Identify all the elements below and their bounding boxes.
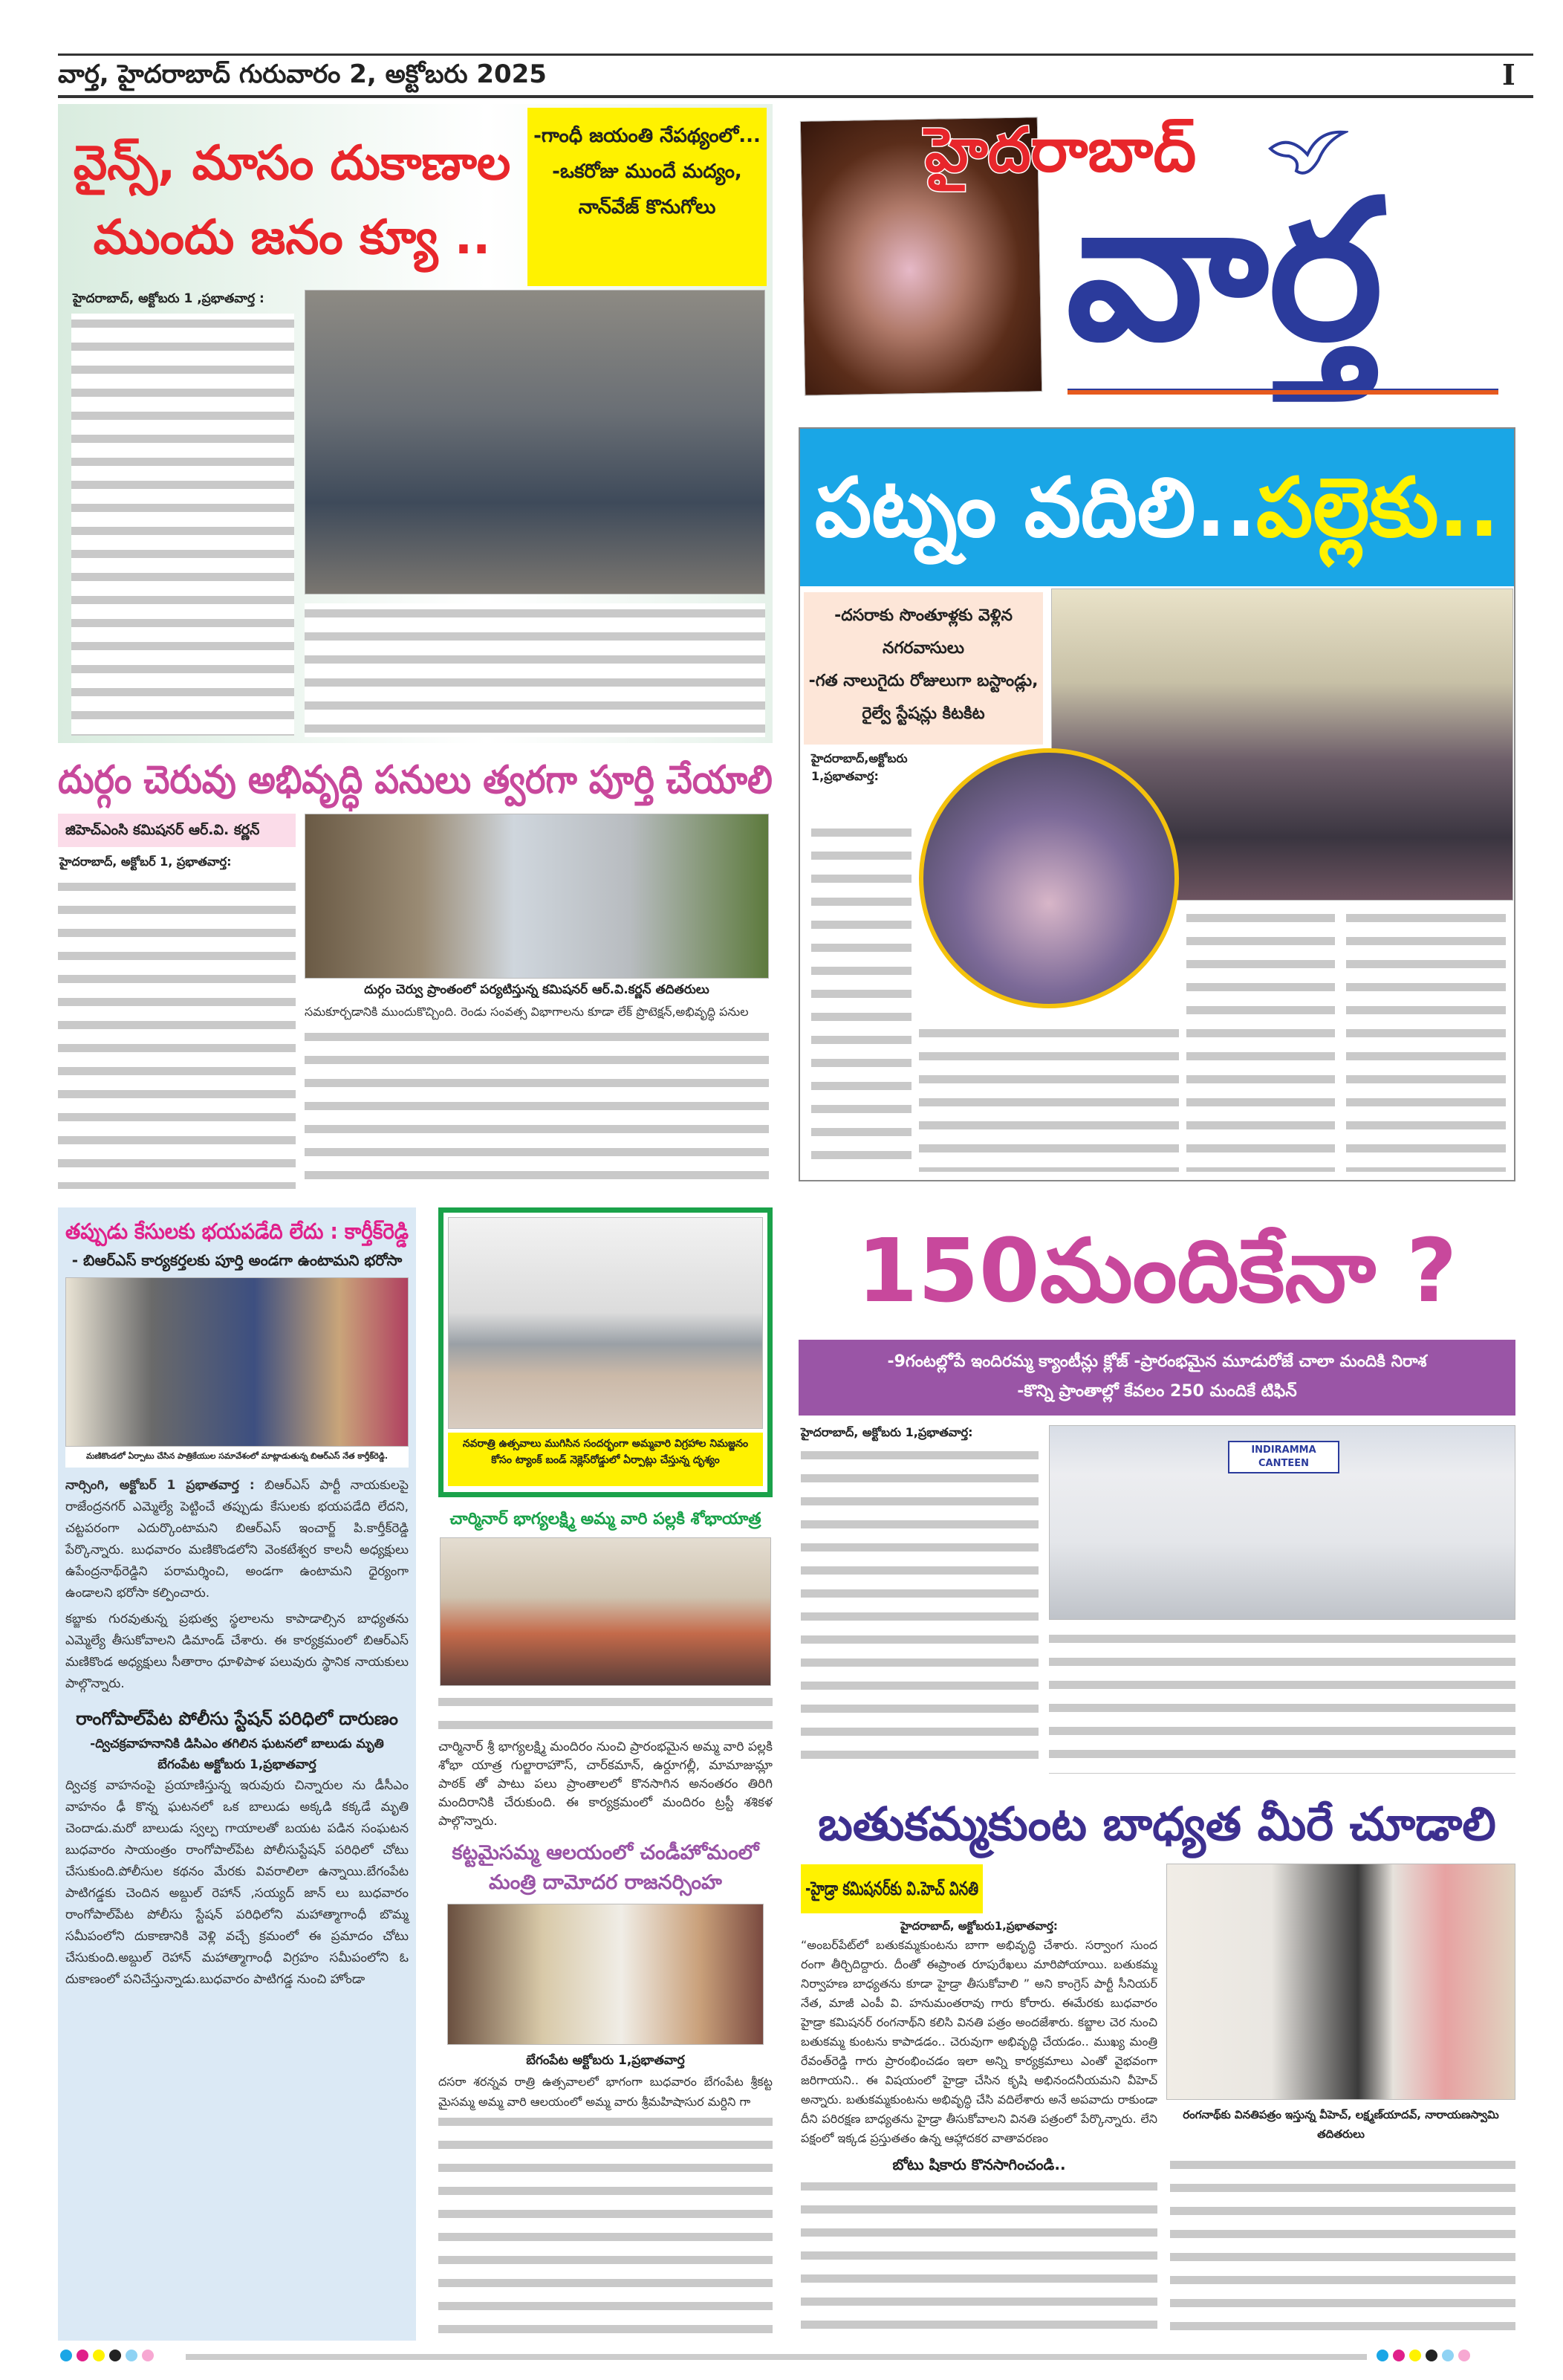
wines-queue-photo <box>305 290 765 594</box>
durgam-inspection-photo <box>305 814 769 979</box>
accident-body: ద్విచక్ర వాహనంపై ప్రయాణిస్తున్న ఇరువురు చిన్నారుల ను డీసీఎం వాహనం ఢీ కొన్న ఘటనలో ఒక బాలుడు అక్కడి కక్కడే మృతి చెందాడు.మరో బాలుడు స్వల్ప గాయాలతో బయట పడిన సంఘటన బుధవారం సాయంత్రం రాంగోపాల్‌పేట పోలీసుస్టేషన్ పరిధిలో చోటు చేసుకుంది.పోలీసుల కథనం మేరకు వివరాలిలా ఉన్నాయి.బేగంపేట పాటిగడ్డకు చెందిన అబ్దుల్ రెహాన్ ,సయ్యద్ జాన్ లు బుధవారం రాంగోపాల్‌పేట పోలీసు స్టేషన్ పరిధిలోని మహాత్మాగాంధీ బొమ్మ సమీపంలోని దుకాణానికి వెళ్లి వచ్చే క్రమంలో ఈ ప్రమాదం చోటు చేసుకుంది.అబ్దుల్ రెహాన్ మహాత్మాగాంధీ విగ్రహం సమీపంలోని ఓ దుకాణంలో పనిచేస్తున్నాడు.బుధవారం పాటిగడ్డ నుంచి హోండా <box>65 1778 409 1987</box>
karthik-story <box>58 1207 416 2341</box>
canteen-sign: INDIRAMMA CANTEEN <box>1228 1441 1339 1473</box>
wines-headline-line2: ముందు జనం క్యూ .. <box>93 210 491 265</box>
patnam-subpoint: -దసరాకు సొంతూళ్లకు వెళ్లిన నగరవాసులు <box>834 606 1013 658</box>
page-dateline-box <box>58 59 1395 95</box>
bathukamma-body: “అంబర్‌పేట్‌లో బతుకమ్మకుంటను బాగా అభివృద్ధి చేశారు. సర్వాంగ సుంద రంగా తీర్చిదిద్దారు. దీంతో ఈప్రాంత రూపురేఖలు మారిపోయాయి. బతుకమ్మ నిర్వాహణ బాధ్యతను కూడా హైడ్రా తీసుకోవాలి ” అని కాంగ్రెస్ పార్టీ సీనియర్ నేత, మాజీ ఎంపీ వి. హనుమంతరావు గారు కోరారు. ఈమేరకు బుధవారం హైడ్రా కమిషనర్ రంగనాథ్‌ని కలిసి వినతి పత్రం అందజేశారు. కబ్జాల చెర నుంచి బతుకమ్మ కుంటను కాపాడడం.. చెరువుగా అభివృద్ధి చేయడం.. ముఖ్య మంత్రి రేవంత్‌రెడ్డి గారు ప్రారంభించడం ఇలా అన్ని కార్యక్రమాలు ఎంతో వైభవంగా జరిగాయని.. ఈ విషయంలో హైడ్రా చేసిన కృషి అభినందనీయమని వీహెచ్ అన్నారు. బతుకమ్మకుంటను అభివృద్ధి చేసి వదిలేశారు అనే అపవాదు రాకుండా దీని పరిరక్షణ బాధ్యతను హైడ్రా తీసుకోవాలని వినతి పత్రంలో పేర్కొన్నారు. లేని పక్షంలో ఇక్కడ ప్రస్తుతతం ఉన్న ఆహ్లాదకర వాతావరణం <box>801 1938 1157 2145</box>
bathukamma-body-more <box>801 2176 1157 2341</box>
footer-rule <box>186 2354 1367 2360</box>
bathukamma-headline-box <box>799 1794 1515 1854</box>
karthik-closing: కబ్జాకు గురవుతున్న ప్రభుత్వ స్థలాలను కాపాడాల్సిన బాధ్యతను ఎమ్మెల్యే తీసుకోవాలని డిమాండ్ చేశారు. ఈ కార్యక్రమంలో బిఆర్ఎస్ మణికొండ అధ్యక్షులు సీతారాం ధూళిపాళ పలువురు స్థానిక నాయకులు పాల్గొన్నారు. <box>65 1612 409 1691</box>
bathukamma-subhead: -హైడ్రా కమిషనర్‌కు వి.హెచ్ వినతి <box>805 1878 979 1899</box>
canteen-subpoint: -9గంటల్లోపే ఇందిరమ్మ క్యాంటీన్లు క్లోజ్ -ప్రారంభమైన మూడురోజే చాలా మందికి నిరాశ <box>887 1352 1427 1371</box>
canteen-headline-box <box>799 1215 1515 1326</box>
bathukamma-subsection: బోటు షికారు కొనసాగించండి.. <box>892 2156 1066 2173</box>
charminar-headline: చార్మినార్ భాగ్యలక్ష్మి అమ్మ వారి పల్లకి శోభాయాత్ర <box>449 1510 761 1528</box>
bathukamma-dateline: హైదరాబాద్, అక్టోబరు1,ప్రభాతవార్త: <box>900 1919 1058 1933</box>
color-registration-marks-right <box>1374 2350 1472 2364</box>
charminar-body-top <box>438 1692 773 1738</box>
bathukamma-headline: బతుకమ్మకుంట బాధ్యత మీరే చూడాలి <box>818 1797 1496 1851</box>
wines-story <box>58 104 773 743</box>
patnam-dateline: హైదరాబాద్,అక్టోబరు 1,ప్రభాతవార్త: <box>811 751 908 783</box>
canteen-subpoints-band <box>799 1340 1515 1416</box>
durgam-subhead: జిహెచ్ఎంసి కమిషనర్ ఆర్.వి. కర్ణన్ <box>65 822 260 838</box>
bathukamma-body-col2 <box>1170 2155 1515 2333</box>
bathukamma-photo-caption: రంగనాథ్‌కు వినతిపత్రం ఇస్తున్న వీహెచ్, లక్ష్మణ్‌యాదవ్, నారాయణస్వామి తదితరులు <box>1183 2108 1499 2141</box>
kattamaisamma-headline <box>438 1838 773 1898</box>
karthik-headline: తప్పుడు కేసులకు భయపడేది లేదు : కార్తీక్‌రెడ్డి <box>65 1219 409 1244</box>
karthik-photo-caption: మణికొండలో ఏర్పాటు చేసిన పాత్రికేయుల సమావేశంలో మాట్లాడుతున్న బిఆర్ఎస్ నేత కార్తీక్‌రెడ్డి. <box>85 1451 389 1461</box>
press-meet-photo <box>65 1277 409 1447</box>
tankbund-cranes-photo <box>448 1217 763 1429</box>
durgam-dateline: హైదరాబాద్, అక్టోబర్ 1, ప్రభాతవార్త: <box>59 855 232 869</box>
kattamaisamma-dateline: బేగంపేట అక్టోబరు 1,ప్రభాతవార్త <box>526 2053 685 2068</box>
patnam-headline <box>815 429 1499 586</box>
karthik-body-text: బిఆర్ఎస్ పార్టీ నాయకులపై రాజేంద్రనగర్ ఎమ్మెల్యే పెట్టించే తప్పుడు కేసులకు భయపడేది లేదని, చట్టపరంగా ఎదుర్కొంటామని బిఆర్ఎస్ ఇంచార్జ్ పి.కార్తీక్‌రెడ్డి పేర్కొన్నారు. బుధవారం మణికొండలోని వెంకటేశ్వర కాలనీ అధ్యక్షులు ఉపేంద్రనాథ్‌రెడ్డిని పరామర్శించి, అండగా ఉంటామని ధైర్యంగా ఉండాలని భరోసా కల్పించారు. <box>65 1478 409 1601</box>
canteen-body-cols <box>1049 1629 1515 1774</box>
canteen-dateline-box <box>801 1425 1039 1442</box>
patnam-subpoints-box <box>804 592 1043 745</box>
train-station-circle-photo <box>919 748 1179 1008</box>
durgam-snippet-box <box>305 1005 769 1022</box>
masthead-city: హైదరాబాద్ <box>925 115 1197 186</box>
masthead-title: వార్త <box>1066 159 1383 383</box>
durgam-headline-box <box>58 754 773 806</box>
wines-subpoint: -గాంధీ జయంతి నేపథ్యంలో... <box>533 125 761 147</box>
wines-body-cols <box>305 603 765 737</box>
page-dateline: వార్త, హైదరాబాద్ గురువారం 2, అక్టోబరు 2025 <box>58 59 547 89</box>
durgam-body-snippet: సమకూర్చడానికి ముందుకొచ్చింది. రెండు సంవత్స విభాగాలను కూడా లేక్ ప్రొటెక్షన్,అభివృద్ధి పనుల <box>305 1005 749 1019</box>
masthead-underline <box>1068 389 1498 395</box>
masthead <box>799 108 1515 405</box>
durgam-caption-box <box>305 982 769 1000</box>
color-registration-marks-left <box>58 2350 156 2364</box>
chandi-homam-photo <box>447 1904 764 2045</box>
durgam-headline: దుర్గం చెరువు అభివృద్ధి పనులు త్వరగా పూర్తి చేయాలి <box>58 758 773 802</box>
patnam-body-col1b <box>919 1023 1179 1172</box>
kattamaisamma-headline-line2: మంత్రి దామోదర రాజనర్సింహ <box>489 1871 722 1894</box>
canteen-headline: 150మందికేనా ? <box>857 1219 1458 1322</box>
patnam-body-col1 <box>811 823 912 1172</box>
patnam-headline-white: పట్నం వదిలి.. <box>815 460 1257 555</box>
accident-subhead: -ద్విచక్రవాహనానికి డిసిఎం తగిలిన ఘటనలో బాలుడు మృతి <box>90 1737 384 1751</box>
karthik-subhead: - బిఆర్ఎస్ కార్యకర్తలకు పూర్తి అండగా ఉంటామని భరోసా <box>71 1251 403 1269</box>
accident-dateline: బేగంపేట అక్టోబరు 1,ప్రభాతవార్త <box>157 1757 316 1772</box>
page-number: I <box>1502 58 1515 91</box>
charminar-body: చార్మినార్ శ్రీ భాగ్యలక్ష్మి మందిరం నుంచి ప్రారంభమైన అమ్మ వారి పల్లకి శోభా యాత్ర గుల్జారాహౌస్, చార్‌కమాన్, ఉర్దూగల్లీ, మామాజుమ్లా పాఠక్ తో పాటు పలు ప్రాంతాలలో కొనసాగిన అనంతరం తిరిగి మందిరానికి చేరుకుంది. ఈ కార్యక్రమంలో మందిరం ట్రస్టీ శశికళ పాల్గొన్నారు. <box>438 1739 773 1829</box>
canteen-body-col1 <box>801 1445 1039 1772</box>
vh-memorandum-photo <box>1166 1864 1515 2100</box>
patnam-headline-band <box>800 429 1514 586</box>
patnam-body-col3 <box>1346 908 1506 1172</box>
indiramma-canteen-photo <box>1049 1425 1515 1620</box>
patnam-headline-yellow: పల్లెకు.. <box>1256 460 1500 555</box>
canteen-dateline: హైదరాబాద్, అక్టోబరు 1,ప్రభాతవార్త: <box>801 1425 973 1439</box>
wines-dateline-box <box>73 291 296 309</box>
karthik-dateline: నార్సింగి, అక్టోబర్ 1 ప్రభాతవార్త : <box>65 1478 255 1493</box>
durgam-dateline-box <box>59 855 296 872</box>
canteen-subpoint: -కొన్ని ప్రాంతాల్లో కేవలం 250 మందికే టిఫిన్ <box>1017 1382 1297 1401</box>
wines-dateline: హైదరాబాద్, అక్టోబరు 1 ,ప్రభాతవార్త : <box>73 291 264 306</box>
wines-subpoints-box <box>527 108 767 286</box>
durgam-body-col1 <box>58 877 296 1189</box>
patnam-story <box>799 427 1515 1181</box>
kattamaisamma-headline-line1: కట్టమైసమ్మ ఆలయంలో చండీహోమంలో <box>452 1841 759 1864</box>
tankbund-photo-box <box>438 1207 773 1497</box>
bathukamma-text-column <box>801 1864 1157 2341</box>
charminar-palanquin-photo <box>440 1537 771 1686</box>
karthik-body <box>65 1475 409 1604</box>
wines-body-col1 <box>71 314 294 736</box>
durgam-photo-caption: దుర్గం చెర్వు ప్రాంతంలో పర్యటిస్తున్న కమిషనర్ ఆర్.వి.కర్ణన్ తదితరులు <box>364 982 709 997</box>
accident-headline: రాంగోపాల్‌పేట పోలీసు స్టేషన్ పరిధిలో దారుణం <box>76 1708 398 1729</box>
durgam-subhead-box <box>58 814 296 847</box>
tankbund-caption: నవరాత్రి ఉత్సవాలు ముగిసిన సందర్భంగా అమ్మవారి విగ్రహాల నిమజ్జనం కోసం ట్యాంక్ బండ్ నెక్లెస్‌రోడ్డులో ఏర్పాట్లు చేస్తున్న దృశ్యం <box>448 1433 763 1486</box>
durgam-body-cols <box>305 1027 769 1189</box>
kattamaisamma-body-more <box>438 2112 773 2341</box>
middle-column <box>438 1207 773 2341</box>
patnam-subpoint: -గత నాలుగైదు రోజులుగా బస్టాండ్లు, రైల్వే స్టేషన్లు కిటకిట <box>808 672 1039 723</box>
kattamaisamma-body: దసరా శరన్నవ రాత్రి ఉత్సవాలలో భాగంగా బుధవారం బేగంపేట శ్రీకట్ట మైసమ్మ అమ్మ వారి ఆలయంలో అమ్మ వారు శ్రీమహిషాసుర మర్దిని గా <box>438 2075 773 2109</box>
wines-headline <box>65 126 519 275</box>
wines-subpoint: -ఒకరోజు ముందే మద్యం, నాన్‌వేజ్ కొనుగోలు <box>552 160 742 218</box>
patnam-body-col2 <box>1186 908 1335 1172</box>
wines-headline-line1: వైన్స్, మాసం దుకాణాల <box>73 136 511 191</box>
